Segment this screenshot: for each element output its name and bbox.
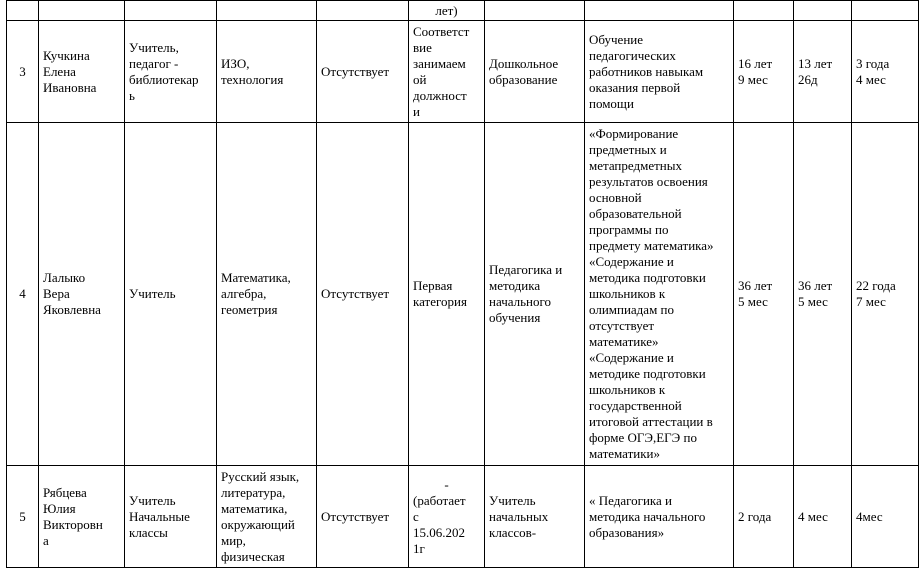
teacher-training [585,1,734,21]
teacher-degree: Отсутствует [317,21,409,123]
pedagogical-experience [794,1,852,21]
teacher-position: Учитель [125,123,217,466]
teacher-training: «Формирование предметных и метапредметных результатов освоения основной образовательной программы по предмету математика» «Содержание и методика подготовки школьников к олимпиадам по отсутствует математике» «Содержание и методике подготовки школьников к государственной итоговой аттестации в форме ОГЭ,ЕГЭ по математики» [585,123,734,466]
teacher-subjects: ИЗО, технология [217,21,317,123]
teacher-degree: Отсутствует [317,123,409,466]
row-number: 4 [7,123,39,466]
teacher-category [409,466,485,568]
category-text: (работает с 15.06.202 1г [413,492,466,556]
teacher-degree [317,1,409,21]
table-row [7,123,919,466]
row-number: 3 [7,21,39,123]
teacher-position [125,1,217,21]
teacher-category: Первая категория [409,123,485,466]
teacher-name: Кучкина Елена Ивановна [39,21,125,123]
total-experience: 36 лет 5 мес [734,123,794,466]
category-text: лет) [435,2,458,18]
teacher-subjects: Русский язык, литература, математика, окружающий мир, физическая [217,466,317,568]
table-row [7,21,919,123]
row-number: 5 [7,466,39,568]
teacher-education [485,1,585,21]
teacher-degree: Отсутствует [317,466,409,568]
pedagogical-experience: 13 лет 26д [794,21,852,123]
total-experience: 2 года [734,466,794,568]
teacher-name [39,1,125,21]
pedagogical-experience: 36 лет 5 мес [794,123,852,466]
teacher-education: Учитель начальных классов- [485,466,585,568]
table-row [7,1,919,21]
staff-table [6,0,919,568]
table-row [7,466,919,568]
school-experience: 3 года 4 мес [852,21,919,123]
total-experience: 16 лет 9 мес [734,21,794,123]
pedagogical-experience: 4 мес [794,466,852,568]
row-number [7,1,39,21]
teacher-subjects [217,1,317,21]
teacher-name: Рябцева Юлия Викторовн а [39,466,125,568]
school-experience [852,1,919,21]
teacher-training: Обучение педагогических работников навыкам оказания первой помощи [585,21,734,123]
total-experience [734,1,794,21]
category-dash: - [444,476,449,492]
teacher-subjects: Математика, алгебра, геометрия [217,123,317,466]
teacher-name: Лалыко Вера Яковлевна [39,123,125,466]
teacher-education: Дошкольное образование [485,21,585,123]
teacher-category: Соответст вие занимаем ой должност и [409,21,485,123]
teacher-category [409,1,485,21]
teacher-education: Педагогика и методика начального обучения [485,123,585,466]
school-experience: 4мес [852,466,919,568]
teacher-position: Учитель, педагог - библиотекар ь [125,21,217,123]
school-experience: 22 года 7 мес [852,123,919,466]
teacher-training: « Педагогика и методика начального образования» [585,466,734,568]
teacher-position: Учитель Начальные классы [125,466,217,568]
